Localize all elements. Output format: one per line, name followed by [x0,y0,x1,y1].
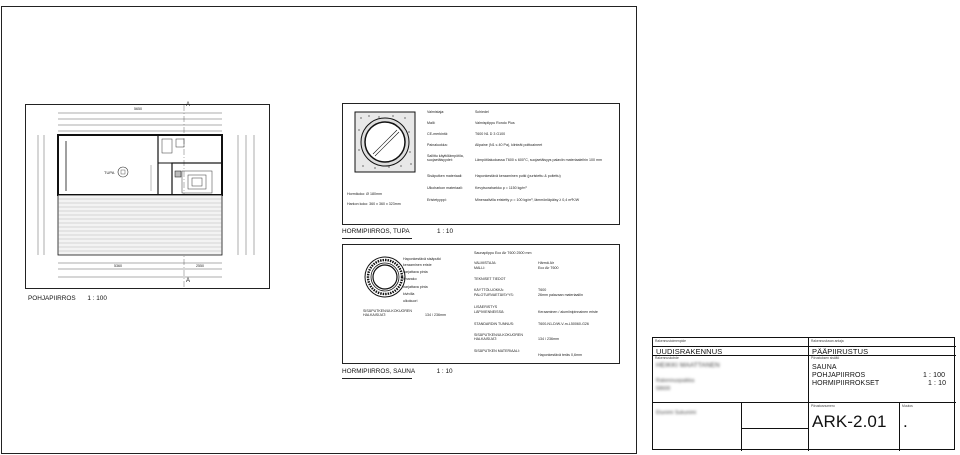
title-block-rule [653,402,808,403]
tb-label-action: Rakennustoimenpide [655,339,686,343]
tb-label-revision: Muutos [902,404,913,408]
sauna-caption-rule [342,378,412,379]
floor-plan-caption [28,295,107,302]
tb-content-line-3: HORMIPIIRROKSET [812,380,880,387]
tb-designer-redacted: Etunimi Sukunimi [656,410,697,416]
tb-label-content: Piirustuksen sisältö [811,356,840,360]
sauna-spec-value: T600-N1-D/W-V-m-L50060-G26 [538,322,589,326]
tupa-spec-value: Alipaine (N1 ≤ 40 Pa), kiinteät polttoaineet [475,143,543,147]
tupa-spec-row: Valmistaja: [427,110,445,114]
sauna-outer-value: 134 / 236mm [425,313,446,317]
sauna-legend-item: harjattava pinta [403,285,428,289]
sauna-chimney-caption [342,368,453,375]
title-block-rule [741,402,742,451]
tupa-spec-row: Painaluokka: [427,143,448,147]
sauna-spec-label: LISÄERISTYS [474,305,498,309]
tb-label-drawing-number: Piirustusnumero [811,404,835,408]
dim-bottom-left-label: 5360 [114,264,122,268]
tb-label-authority: Rakennusluvan antaja [811,339,844,343]
title-block [652,337,955,450]
sauna-spec-label: KÄYTTÖLUOKKA: [474,288,504,292]
tb-owner-redacted: HEIKKI MAATTANEN [656,362,720,369]
section-mark-bottom: A [186,278,191,284]
tb-drawing-number: ARK-2.01 [812,412,887,431]
tupa-flue-note: Hormikoko: Ø 180mm [347,192,382,196]
sauna-spec-value: Keraaminen / alumiinipinnainen eriste [538,310,598,314]
sauna-legend-item: keraaminen eriste [403,263,432,267]
sauna-legend-item: ilmarako [403,277,417,281]
dim-top-label: 5650 [134,107,142,111]
tb-label-target: Rakennuskohde [655,356,679,360]
floor-plan-frame [25,104,270,289]
tupa-spec-row: Malli: [427,121,436,125]
sauna-legend-item: ulkokuori [403,299,418,303]
tb-content-scale-2: 1 : 100 [923,372,946,379]
sauna-spec-value: 134 / 236mm [538,337,559,341]
tupa-spec-value: Valmispiippu Rondo Plus [475,121,515,125]
tb-content-scale-3: 1 : 10 [928,380,947,387]
sauna-legend-item: Haponkestävä sisäputki [403,257,441,261]
title-block-rule [808,402,956,403]
tupa-block-note: Harkon koko: 360 x 360 x 323mm [347,202,401,206]
tb-project-type: UUDISRAKENNUS [656,347,723,356]
title-block-rule [741,428,808,429]
tupa-chimney-caption [342,228,453,235]
title-block-rule [899,402,900,451]
dim-bottom-right-label: 2550 [196,264,204,268]
tupa-chimney-frame [342,103,620,225]
sauna-chimney-frame [342,244,620,364]
tb-revision: . [903,412,908,431]
sauna-legend-item: kivivilla [403,292,415,296]
tupa-caption-title: HORMIPIIRROS, TUPA [342,228,410,235]
tupa-spec-value: T600 N1 D 3 G100 [475,132,506,136]
sauna-spec-label: MALLI: [474,266,486,270]
floor-plan-drawing [26,102,269,288]
sauna-spec-label: SISÄPUTKEN/ULKOKUOREN HALKAISIJAT: [474,333,523,342]
sauna-spec-label: PALOTURVAETÄISYYS: [474,293,514,297]
sauna-spec-value: Haponkestävä teräs 0,6mm [538,353,582,357]
tb-drawing-type: PÄÄPIIRUSTUS [812,347,869,356]
section-mark-top: A [186,102,191,108]
tupa-spec-row: Sallittu käyttölämpötila, suojaetäisyydet: [427,154,464,163]
floor-plan-caption-scale: 1 : 100 [87,295,107,302]
sauna-caption-scale: 1 : 10 [436,368,453,375]
sauna-spec-value: Härmä Air [538,261,554,265]
tupa-spec-value: Lämpötilaluokassa T600 ≤ 600°C, suojaetäisyys palaviin materiaaleihin 100 mm [475,158,602,162]
sauna-legend-item: harjattava pinta [403,270,428,274]
tupa-spec-value: Haponkestävä keraaminen putki (puristettu & poltettu) [475,174,561,178]
sauna-product: Saunapiippu Eco Air T600 2500 mm [474,251,532,255]
tupa-spec-row: Ulkoharkon materiaali: [427,186,463,190]
tupa-spec-row: CE-merkintä: [427,132,448,136]
tupa-spec-row: Sisäputken materiaali: [427,174,463,178]
tupa-caption-scale: 1 : 10 [437,228,454,235]
tupa-caption-rule [342,238,412,239]
tupa-spec-value: Schiedel [475,110,489,114]
tb-address-redacted-2: 58600 [656,386,671,392]
tupa-spec-row: Eristetyyppi: [427,198,447,202]
floor-plan-caption-title: POHJAPIIRROS [28,295,76,302]
sauna-chimney-section [363,255,407,299]
sauna-spec-value: 26mm palavaan materiaaliin [538,293,583,297]
tupa-spec-value: Mineraalivilla eristetty ρ = 100 kg/m³, lämmönläpäisy λ 0,4 m²K/W [475,198,580,202]
sauna-outer-label: SISÄPUTKEN/ULKOKUOREN HALKAISIJAT: [363,309,412,318]
room-label-tupa: TUPA [104,170,115,175]
sauna-spec-label: VALMISTAJA: [474,261,497,265]
tb-address-redacted-1: Rakennuspaikka [656,378,695,384]
sauna-spec-label: LÄPIVIENNEISSÄ: [474,310,505,314]
tupa-spec-value: Kevytsoraharkko ρ = 1150 kg/m³ [475,186,527,190]
sauna-spec-label: SISÄPUTKEN MATERIAALI: [474,349,520,353]
tb-content-line-2: POHJAPIIRROS [812,372,866,379]
sauna-spec-value: Eco Air T600 [538,266,559,270]
tupa-chimney-section [353,110,417,174]
sauna-caption-title: HORMIPIIRROS, SAUNA [342,368,415,375]
tb-content-line-1: SAUNA [812,364,837,371]
sauna-spec-label: TEKNISET TIEDOT [474,277,506,281]
sauna-spec-value: T600 [538,288,547,292]
sauna-spec-label: STANDARDIN TUNNUS: [474,322,514,326]
